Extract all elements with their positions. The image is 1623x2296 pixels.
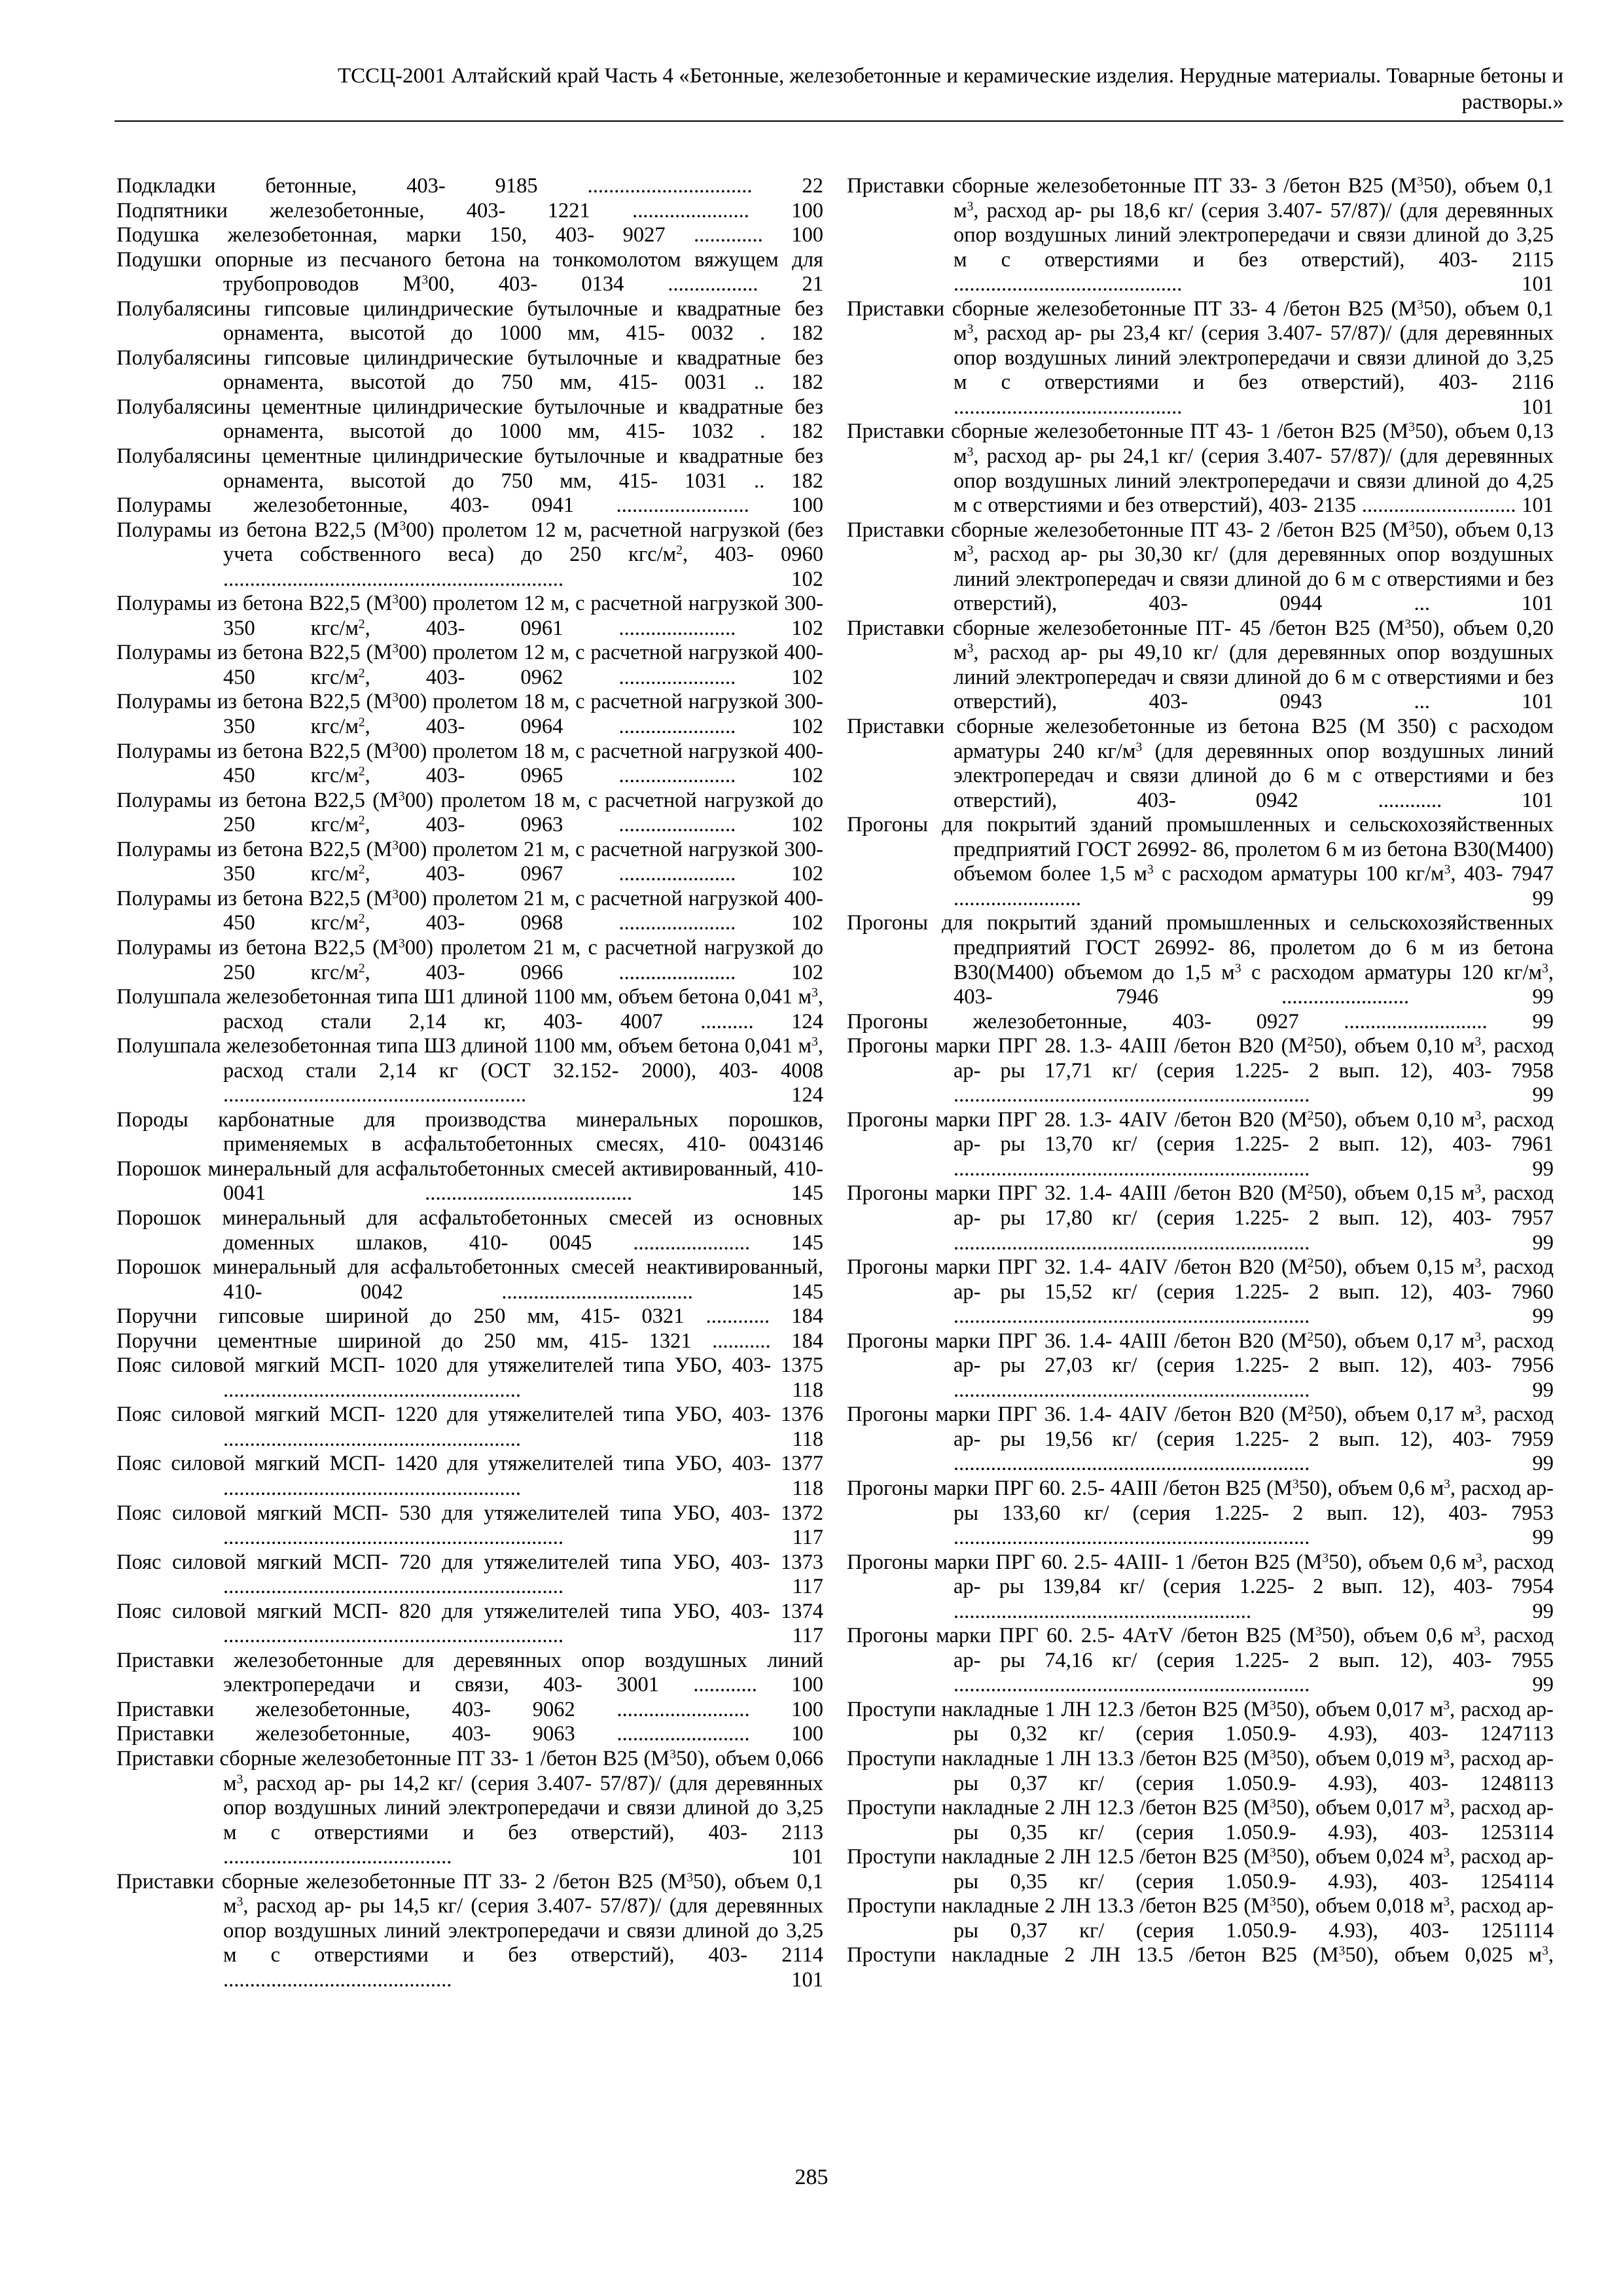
index-entry: Пояс силовой мягкий МСП- 720 для утяжелителей типа УБО, 403- 1373 ................................................................ 117 [116, 1550, 823, 1599]
index-entry: Полурамы из бетона В22,5 $(М^300)$ пролетом 21 м, с расчетной нагрузкой 400- 450 кгс/$м^2$, 403- 0968 ...................... 102 [116, 886, 824, 935]
index-entry: Проступи накладные 2 ЛН 13.3 /бетон В25 $(М^350)$, объем 0,018 $м^3$, расход ар- ры 0,37 кг/ (серия 1.050.9- 4.93), 403- 1251114 [847, 1894, 1554, 1943]
index-entry: Полубалясины цементные цилиндрические бутылочные и квадратные без орнамента, высотой до 750 мм, 415- 1031 .. 182 [116, 444, 823, 493]
index-entry: Пояс силовой мягкий МСП- 1420 для утяжелителей типа УБО, 403- 1377 ........................................................ 118 [116, 1452, 823, 1500]
index-column-right [847, 174, 1554, 1968]
index-entry: Проступи накладные 2 ЛН 12.3 /бетон В25 $(М^350)$, объем 0,017 $м^3$, расход ар- ры 0,35 кг/ (серия 1.050.9- 4.93), 403- 1253114 [847, 1796, 1554, 1844]
running-header [115, 63, 1563, 115]
index-entry: Пояс силовой мягкий МСП- 820 для утяжелителей типа УБО, 403- 1374 ................................................................ 117 [116, 1599, 823, 1648]
index-entry: Полушпала железобетонная типа Ш3 длиной 1100 мм, объем бетона 0,041 $м^3$, расход стали 2,14 кг (ОСТ 32.152- 2000), 403- 4008 ......................................................... 124 [116, 1034, 823, 1107]
index-column-left [116, 174, 823, 1992]
index-entry: Проступи накладные 1 ЛН 12.3 /бетон В25 $(М^350)$, объем 0,017 $м^3$, расход ар- ры 0,32 кг/ (серия 1.050.9- 4.93), 403- 1247113 [847, 1697, 1554, 1746]
index-entry: Проступи накладные 2 ЛН 13.5 /бетон В25 $(М^350)$, объем 0,025 $м^3$, [847, 1943, 1554, 1967]
index-entry: Приставки сборные железобетонные ПТ 43- 1 /бетон В25 $(М^350)$, объем 0,13 $м^3$, расход ар- ры 24,1 кг/ (серия 3.407- 57/87)/ (для деревянных опор воздушных линий электропередачи и связи длиной до 4,25 м с отверстиями и без отверстий), 403- 2135 ............................. 101 [847, 420, 1554, 518]
index-entry: Полушпала железобетонная типа Ш1 длиной 1100 мм, объем бетона 0,041 $м^3$, расход стали 2,14 кг, 403- 4007 .......... 124 [116, 985, 823, 1033]
page-number: 285 [794, 2165, 829, 2189]
index-entry: Полурамы из бетона В22,5 $(М^300)$ пролетом 18 м, с расчетной нагрузкой до 250 кгс/$м^2$, 403- 0963 ...................... 102 [116, 788, 823, 837]
index-entry: Полубалясины гипсовые цилиндрические бутылочные и квадратные без орнамента, высотой до 1000 мм, 415- 0032 . 182 [116, 296, 823, 346]
index-entry: Полурамы из бетона В22,5 $(М^300)$ пролетом 12 м, расчетной нагрузкой (без учета собственного веса) до 250 кгс/$м^2$, 403- 0960 ................................................................ 102 [116, 518, 824, 591]
index-entry: Порошок минеральный для асфальтобетонных смесей активированный, 410- 0041 ....................................... 145 [116, 1157, 823, 1206]
index-entry: Приставки сборные железобетонные ПТ 33- 4 /бетон В25 $(М^350)$, объем 0,1 $м^3$, расход ар- ры 23,4 кг/ (серия 3.407- 57/87)/ (для деревянных опор воздушных линий электропередачи и связи длиной до 3,25 м с отверстиями и без отверстий), 403- 2116 ........................................... 101 [847, 296, 1554, 419]
index-entry: Полубалясины гипсовые цилиндрические бутылочные и квадратные без орнамента, высотой до 750 мм, 415- 0031 .. 182 [116, 346, 823, 395]
index-entry: Прогоны марки ПРГ 32. 1.4- 4AIV /бетон В20 $(М^250)$, объем 0,15 $м^3$, расход ар- ры 15,52 кг/ (серия 1.225- 2 вып. 12), 403- 7960 ................................................................... 99 [847, 1255, 1554, 1329]
index-entry: Поручни цементные шириной до 250 мм, 415- 1321 ........... 184 [116, 1329, 823, 1353]
index-entry: Прогоны марки ПРГ 36. 1.4- 4AIV /бетон В20 $(М^250)$, объем 0,17 $м^3$, расход ар- ры 19,56 кг/ (серия 1.225- 2 вып. 12), 403- 7959 ................................................................... 99 [847, 1403, 1554, 1476]
index-entry: Приставки сборные железобетонные ПТ 33- 2 /бетон В25 $(М^350)$, объем 0,1 $м^3$, расход ар- ры 14,5 кг/ (серия 3.407- 57/87)/ (для деревянных опор воздушных линий электропередачи и связи длиной до 3,25 м с отверстиями и без отверстий), 403- 2114 ........................................... 101 [116, 1869, 823, 1992]
index-entry: Прогоны марки ПРГ 36. 1.4- 4AIII /бетон В20 $(М^250)$, объем 0,17 $м^3$, расход ар- ры 27,03 кг/ (серия 1.225- 2 вып. 12), 403- 7956 ................................................................... 99 [847, 1329, 1554, 1402]
index-entry: Проступи накладные 1 ЛН 13.3 /бетон В25 $(М^350)$, объем 0,019 $м^3$, расход ар- ры 0,37 кг/ (серия 1.050.9- 4.93), 403- 1248113 [847, 1747, 1554, 1795]
index-entry: Подкладки бетонные, 403- 9185 ............................... 22 [116, 174, 823, 198]
index-entry: Приставки железобетонные для деревянных опор воздушных линий электропередачи и связи, 403- 3001 ............ 100 [116, 1648, 823, 1697]
index-entry: Подушка железобетонная, марки 150, 403- 9027 ............. 100 [116, 223, 823, 247]
index-entry: Породы карбонатные для производства минеральных порошков, применяемых в асфальтобетонных смесях, 410- 0043146 [116, 1107, 823, 1157]
index-entry: Прогоны марки ПРГ 60. 2.5- 4AIII- 1 /бетон В25 $(М^350)$, объем 0,6 $м^3$, расход ар- ры 139,84 кг/ (серия 1.225- 2 вып. 12), 403- 7954 ........................................................ 99 [847, 1550, 1554, 1623]
index-entry: Полубалясины цементные цилиндрические бутылочные и квадратные без орнамента, высотой до 1000 мм, 415- 1032 . 182 [116, 395, 823, 444]
index-entry: Прогоны марки ПРГ 60. 2.5- 4AтV /бетон В25 $(М^350)$, объем 0,6 $м^3$, расход ар- ры 74,16 кг/ (серия 1.225- 2 вып. 12), 403- 7955 ................................................................... 99 [847, 1624, 1554, 1697]
index-entry: Приставки сборные железобетонные ПТ- 45 /бетон В25 $(М^350)$, объем 0,20 $м^3$, расход ар- ры 49,10 кг/ (для деревянных опор воздушных линий электропередач и связи длиной до 6 м с отверстиями и без отверстий), 403- 0943 ... 101 [847, 616, 1554, 714]
index-entry: Пояс силовой мягкий МСП- 1220 для утяжелителей типа УБО, 403- 1376 ........................................................ 118 [116, 1403, 823, 1451]
header-rule [115, 120, 1563, 122]
index-entry: Приставки железобетонные, 403- 9062 ......................... 100 [116, 1697, 823, 1721]
index-entry: Прогоны для покрытий зданий промышленных и сельскохозяйственных предприятий ГОСТ 26992- 86, пролетом до 6 м из бетона В30(М400) объемом до 1,5 $м^3$ с расходом арматуры 120 $кг/м^3$, 403- 7946 ........................ 99 [847, 911, 1554, 1009]
index-entry: Полурамы из бетона В22,5 $(М^300)$ пролетом 12 м, с расчетной нагрузкой 400- 450 кгс/$м^2$, 403- 0962 ...................... 102 [116, 641, 824, 689]
index-entry: Приставки сборные железобетонные ПТ 33- 3 /бетон В25 $(М^350)$, объем 0,1 $м^3$, расход ар- ры 18,6 кг/ (серия 3.407- 57/87)/ (для деревянных опор воздушных линий электропередачи и связи длиной до 3,25 м с отверстиями и без отверстий), 403- 2115 ........................................... 101 [847, 174, 1554, 296]
index-entry: Полурамы из бетона В22,5 $(М^300)$ пролетом 12 м, с расчетной нагрузкой 300- 350 кгс/$м^2$, 403- 0961 ...................... 102 [116, 592, 824, 640]
index-entry: Прогоны марки ПРГ 28. 1.3- 4AIII /бетон В20 $(М^250)$, объем 0,10 $м^3$, расход ар- ры 17,71 кг/ (серия 1.225- 2 вып. 12), 403- 7958 ................................................................... 99 [847, 1034, 1554, 1107]
index-entry: Пояс силовой мягкий МСП- 530 для утяжелителей типа УБО, 403- 1372 ................................................................ 117 [116, 1501, 823, 1550]
index-entry: Приставки сборные железобетонные из бетона В25 (М 350) с расходом арматуры 240 $кг/м^3$ (для деревянных опор воздушных линий электропередач и связи длиной до 6 м с отверстиями и без отверстий), 403- 0942 ............ 101 [847, 715, 1554, 812]
index-entry: Поручни гипсовые шириной до 250 мм, 415- 0321 ............ 184 [116, 1304, 823, 1329]
index-entry: Приставки сборные железобетонные ПТ 33- 1 /бетон В25 $(М^350)$, объем 0,066 $м^3$, расход ар- ры 14,2 кг/ (серия 3.407- 57/87)/ (для деревянных опор воздушных линий электропередачи и связи длиной до 3,25 м с отверстиями и без отверстий), 403- 2113 ........................................... 101 [116, 1747, 823, 1869]
index-entry: Прогоны железобетонные, 403- 0927 ........................... 99 [847, 1009, 1554, 1033]
index-entry: Полурамы из бетона В22,5 $(М^300)$ пролетом 18 м, с расчетной нагрузкой 300- 350 кгс/$м^2$, 403- 0964 ...................... 102 [116, 690, 824, 739]
index-entry: Проступи накладные 2 ЛН 12.5 /бетон В25 $(М^350)$, объем 0,024 $м^3$, расход ар- ры 0,35 кг/ (серия 1.050.9- 4.93), 403- 1254114 [847, 1845, 1554, 1893]
header-line-2: растворы.» [1461, 90, 1563, 114]
index-entry: Полурамы из бетона В22,5 $(М^300)$ пролетом 21 м, с расчетной нагрузкой до 250 кгс/$м^2$, 403- 0966 ...................... 102 [116, 935, 823, 984]
index-entry: Полурамы железобетонные, 403- 0941 ......................... 100 [116, 493, 823, 518]
index-entry: Пояс силовой мягкий МСП- 1020 для утяжелителей типа УБО, 403- 1375 ........................................................ 118 [116, 1354, 823, 1402]
index-entry: Прогоны марки ПРГ 28. 1.3- 4AIV /бетон В20 $(М^250)$, объем 0,10 $м^3$, расход ар- ры 13,70 кг/ (серия 1.225- 2 вып. 12), 403- 7961 ................................................................... 99 [847, 1107, 1554, 1181]
index-entry: Полурамы из бетона В22,5 $(М^300)$ пролетом 21 м, с расчетной нагрузкой 300- 350 кгс/$м^2$, 403- 0967 ...................... 102 [116, 837, 824, 886]
header-line-1: ТССЦ-2001 Алтайский край Часть 4 «Бетонные, железобетонные и керамические изделия. Нерудные материалы. Товарные бетоны и [338, 64, 1563, 88]
index-entry: Порошок минеральный для асфальтобетонных смесей неактивированный, 410- 0042 .................................... 145 [116, 1255, 823, 1304]
index-entry: Подушки опорные из песчаного бетона на тонкомолотом вяжущем для трубопроводов $М^300$, 403- 0134 ................. 21 [116, 247, 824, 296]
index-entry: Подпятники железобетонные, 403- 1221 ...................... 100 [116, 198, 823, 223]
index-entry: Приставки сборные железобетонные ПТ 43- 2 /бетон В25 $(М^350)$, объем 0,13 $м^3$, расход ар- ры 30,30 кг/ (для деревянных опор воздушных линий электропередач и связи длиной до 6 м с отверстиями и без отверстий), 403- 0944 ... 101 [847, 518, 1554, 616]
index-entry: Приставки железобетонные, 403- 9063 ......................... 100 [116, 1722, 823, 1746]
index-entry: Прогоны для покрытий зданий промышленных и сельскохозяйственных предприятий ГОСТ 26992- 86, пролетом 6 м из бетона В30(М400) объемом более 1,5 $м^3$ с расходом арматуры 100 $кг/м^3$, 403- 7947 ........................ 99 [847, 813, 1554, 910]
index-entry: Полурамы из бетона В22,5 $(М^300)$ пролетом 18 м, с расчетной нагрузкой 400- 450 кгс/$м^2$, 403- 0965 ...................... 102 [116, 739, 824, 788]
index-entry: Прогоны марки ПРГ 32. 1.4- 4AIII /бетон В20 $(М^250)$, объем 0,15 $м^3$, расход ар- ры 17,80 кг/ (серия 1.225- 2 вып. 12), 403- 7957 ................................................................... 99 [847, 1181, 1554, 1255]
index-entry: Порошок минеральный для асфальтобетонных смесей из основных доменных шлаков, 410- 0045 ...................... 145 [116, 1206, 823, 1255]
index-entry: Прогоны марки ПРГ 60. 2.5- 4AIII /бетон В25 $(М^350)$, объем 0,6 $м^3$, расход ар- ры 133,60 кг/ (серия 1.225- 2 вып. 12), 403- 7953 ................................................................... 99 [847, 1476, 1554, 1550]
